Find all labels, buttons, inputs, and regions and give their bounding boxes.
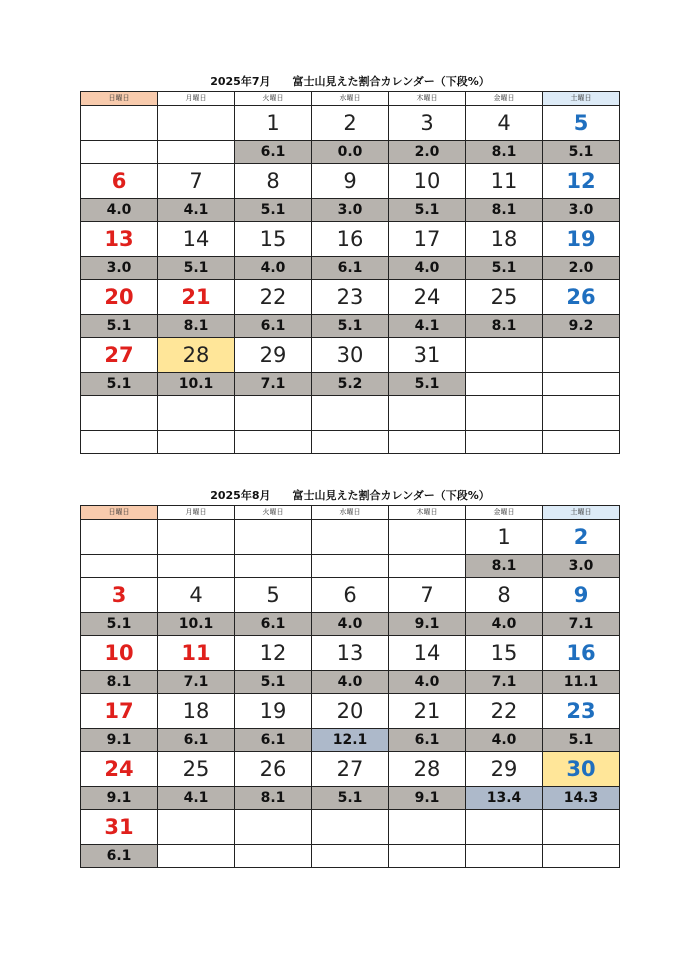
day-cell: 22 [466,694,543,729]
percent-cell [158,845,235,868]
percent-row [81,315,620,338]
day-row [81,396,620,431]
weekday-tuesday: 火曜日 [235,92,312,106]
day-cell: 4 [466,106,543,141]
day-cell: 2 [312,106,389,141]
day-cell: 13 [312,636,389,671]
percent-cell: 8.1 [466,315,543,338]
percent-cell: 4.0 [81,199,158,222]
percent-cell: 5.1 [389,199,466,222]
percent-cell: 6.1 [235,141,312,164]
percent-cell: 4.1 [389,315,466,338]
day-cell: 26 [543,280,620,315]
percent-cell: 9.1 [389,613,466,636]
percent-cell: 3.0 [312,199,389,222]
day-cell: 13 [81,222,158,257]
percent-cell [389,555,466,578]
percent-cell [158,431,235,454]
day-cell: 21 [389,694,466,729]
weekday-thursday: 木曜日 [389,506,466,520]
percent-cell: 5.1 [543,141,620,164]
day-cell [158,520,235,555]
day-cell: 5 [543,106,620,141]
weekday-tuesday: 火曜日 [235,506,312,520]
day-cell: 29 [235,338,312,373]
percent-row [81,199,620,222]
day-cell: 12 [543,164,620,199]
percent-cell: 6.1 [81,845,158,868]
percent-row [81,141,620,164]
weekday-monday: 月曜日 [158,506,235,520]
day-cell: 16 [312,222,389,257]
percent-cell: 8.1 [158,315,235,338]
percent-cell: 6.1 [235,613,312,636]
percent-cell: 4.1 [158,787,235,810]
percent-cell: 5.1 [312,315,389,338]
day-cell: 19 [543,222,620,257]
percent-cell: 5.1 [235,199,312,222]
day-cell [543,810,620,845]
day-cell [389,810,466,845]
day-row [81,636,620,671]
day-cell [543,396,620,431]
percent-cell: 7.1 [543,613,620,636]
day-cell [312,396,389,431]
day-cell: 14 [389,636,466,671]
day-row [81,694,620,729]
day-cell: 15 [235,222,312,257]
weekday-header-row [81,92,620,106]
percent-cell: 8.1 [235,787,312,810]
percent-cell: 4.0 [235,257,312,280]
day-cell-highest: 30 [543,752,620,787]
day-cell [81,106,158,141]
day-cell: 7 [389,578,466,613]
day-cell: 25 [466,280,543,315]
percent-cell: 5.1 [543,729,620,752]
day-cell: 28 [389,752,466,787]
day-cell [543,338,620,373]
day-cell [389,396,466,431]
weekday-friday: 金曜日 [466,506,543,520]
weekday-thursday: 木曜日 [389,92,466,106]
day-cell: 20 [312,694,389,729]
day-row [81,338,620,373]
day-cell: 3 [81,578,158,613]
day-cell: 20 [81,280,158,315]
percent-cell: 4.0 [466,613,543,636]
day-row [81,222,620,257]
day-cell: 2 [543,520,620,555]
percent-cell: 5.2 [312,373,389,396]
day-cell: 30 [312,338,389,373]
percent-cell [81,555,158,578]
percent-row [81,671,620,694]
percent-cell: 11.1 [543,671,620,694]
percent-cell: 5.1 [389,373,466,396]
percent-cell: 9.1 [81,787,158,810]
day-cell: 6 [312,578,389,613]
day-cell [235,396,312,431]
weekday-wednesday: 水曜日 [312,92,389,106]
percent-row [81,431,620,454]
day-cell [466,338,543,373]
day-cell: 8 [235,164,312,199]
day-row [81,578,620,613]
day-cell: 9 [312,164,389,199]
percent-cell: 9.1 [389,787,466,810]
percent-cell: 3.0 [543,199,620,222]
percent-cell: 4.0 [389,671,466,694]
day-cell: 6 [81,164,158,199]
day-cell: 18 [466,222,543,257]
day-cell [81,520,158,555]
percent-cell [543,431,620,454]
percent-cell: 6.1 [235,729,312,752]
day-cell: 23 [312,280,389,315]
percent-cell: 3.0 [543,555,620,578]
percent-cell [235,555,312,578]
day-cell: 10 [389,164,466,199]
weekday-monday: 月曜日 [158,92,235,106]
day-cell [158,106,235,141]
percent-cell: 8.1 [81,671,158,694]
percent-cell [543,845,620,868]
percent-cell [466,431,543,454]
percent-cell: 5.1 [235,671,312,694]
percent-cell: 5.1 [81,315,158,338]
day-cell: 18 [158,694,235,729]
percent-row [81,257,620,280]
day-cell: 7 [158,164,235,199]
calendar-title: 2025年8月 富士山見えた割合カレンダー（下段%） [210,489,490,502]
day-cell: 29 [466,752,543,787]
day-cell: 21 [158,280,235,315]
day-cell: 24 [81,752,158,787]
calendar-grid [80,91,620,454]
day-cell [312,810,389,845]
percent-cell: 7.1 [158,671,235,694]
percent-cell [543,373,620,396]
day-row [81,810,620,845]
percent-cell: 2.0 [389,141,466,164]
day-cell [158,396,235,431]
weekday-wednesday: 水曜日 [312,506,389,520]
percent-cell: 6.1 [158,729,235,752]
percent-row [81,555,620,578]
percent-cell [312,431,389,454]
percent-cell: 0.0 [312,141,389,164]
percent-row [81,373,620,396]
percent-cell: 5.1 [81,613,158,636]
day-cell: 4 [158,578,235,613]
percent-cell-high: 13.4 [466,787,543,810]
percent-row [81,729,620,752]
day-cell: 16 [543,636,620,671]
day-cell: 15 [466,636,543,671]
percent-cell: 5.1 [312,787,389,810]
percent-cell: 10.1 [158,373,235,396]
percent-cell [312,555,389,578]
calendar-august [80,489,620,868]
percent-cell: 10.1 [158,613,235,636]
day-cell-highest: 28 [158,338,235,373]
percent-cell [389,431,466,454]
percent-cell: 9.2 [543,315,620,338]
percent-row [81,787,620,810]
day-cell: 3 [389,106,466,141]
day-cell [158,810,235,845]
day-cell: 24 [389,280,466,315]
day-cell [235,520,312,555]
day-cell: 27 [81,338,158,373]
percent-cell: 6.1 [389,729,466,752]
day-cell: 31 [389,338,466,373]
calendar-july [80,75,620,454]
day-row [81,280,620,315]
day-cell: 25 [158,752,235,787]
day-cell [466,396,543,431]
percent-cell: 4.0 [312,613,389,636]
weekday-header-row [81,506,620,520]
day-cell [389,520,466,555]
percent-cell: 5.1 [81,373,158,396]
day-cell: 22 [235,280,312,315]
weekday-saturday: 土曜日 [543,92,620,106]
percent-cell: 8.1 [466,199,543,222]
weekday-saturday: 土曜日 [543,506,620,520]
percent-row [81,613,620,636]
percent-cell [81,141,158,164]
percent-cell [312,845,389,868]
percent-cell: 4.0 [466,729,543,752]
percent-cell [235,845,312,868]
day-cell: 10 [81,636,158,671]
day-cell: 14 [158,222,235,257]
day-cell: 31 [81,810,158,845]
day-cell [312,520,389,555]
percent-cell [158,141,235,164]
day-cell: 1 [466,520,543,555]
day-cell: 5 [235,578,312,613]
day-cell [466,810,543,845]
day-row [81,752,620,787]
weekday-sunday: 日曜日 [81,92,158,106]
calendar-title: 2025年7月 富士山見えた割合カレンダー（下段%） [210,75,490,88]
day-row [81,164,620,199]
day-cell: 17 [389,222,466,257]
day-cell: 26 [235,752,312,787]
day-cell: 17 [81,694,158,729]
calendar-grid [80,505,620,868]
day-cell: 27 [312,752,389,787]
percent-cell: 2.0 [543,257,620,280]
percent-cell-high: 12.1 [312,729,389,752]
day-cell: 1 [235,106,312,141]
percent-cell [466,373,543,396]
percent-row [81,845,620,868]
day-cell [235,810,312,845]
percent-cell: 5.1 [466,257,543,280]
percent-cell: 4.1 [158,199,235,222]
day-cell: 11 [466,164,543,199]
percent-cell [235,431,312,454]
percent-cell: 3.0 [81,257,158,280]
percent-cell [81,431,158,454]
percent-cell: 4.0 [312,671,389,694]
weekday-friday: 金曜日 [466,92,543,106]
day-cell: 11 [158,636,235,671]
percent-cell [389,845,466,868]
percent-cell: 7.1 [235,373,312,396]
percent-cell: 8.1 [466,555,543,578]
day-row [81,520,620,555]
day-cell: 19 [235,694,312,729]
percent-cell: 8.1 [466,141,543,164]
percent-cell: 7.1 [466,671,543,694]
percent-cell: 6.1 [312,257,389,280]
percent-cell [158,555,235,578]
percent-cell: 9.1 [81,729,158,752]
percent-cell-high: 14.3 [543,787,620,810]
day-cell [81,396,158,431]
percent-cell: 5.1 [158,257,235,280]
day-cell: 23 [543,694,620,729]
day-row [81,106,620,141]
percent-cell: 4.0 [389,257,466,280]
day-cell: 8 [466,578,543,613]
day-cell: 9 [543,578,620,613]
percent-cell: 6.1 [235,315,312,338]
weekday-sunday: 日曜日 [81,506,158,520]
day-cell: 12 [235,636,312,671]
percent-cell [466,845,543,868]
